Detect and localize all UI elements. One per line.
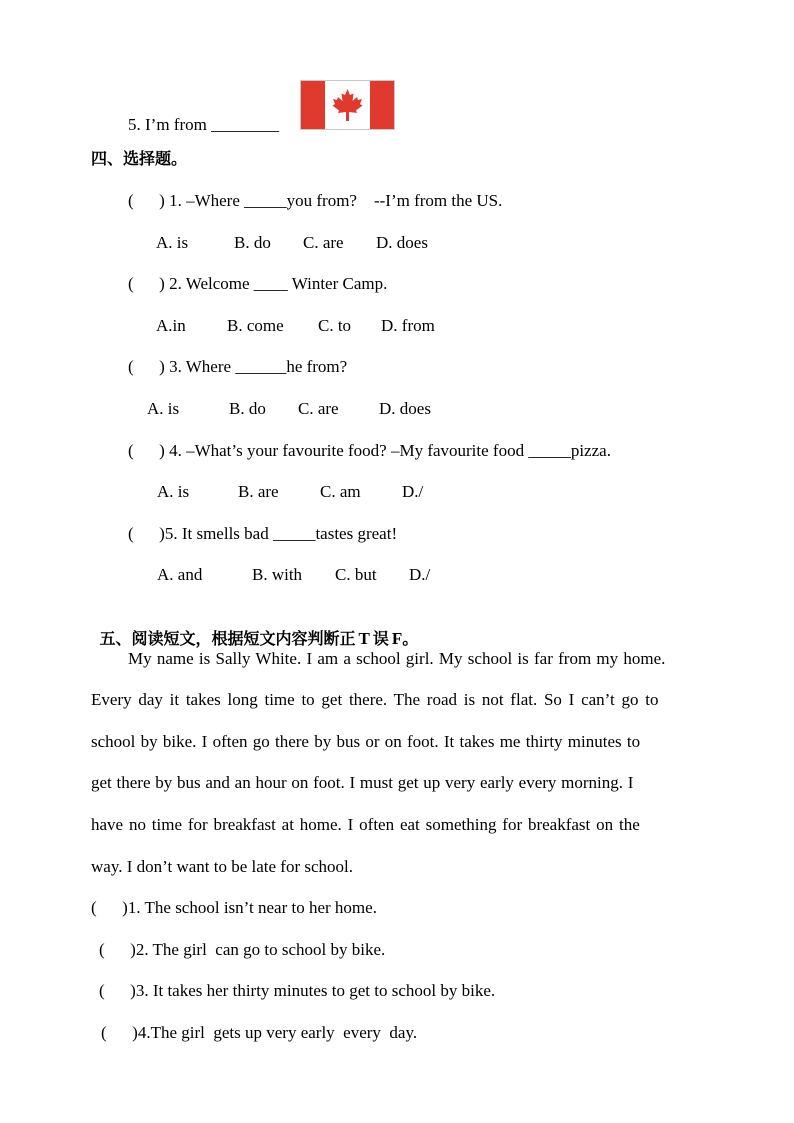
heading-t-letter: T bbox=[358, 629, 370, 648]
q5-option-c: C. but bbox=[335, 565, 377, 584]
section-4-heading: 四、选择题。 bbox=[91, 149, 188, 168]
q3-option-d: D. does bbox=[379, 399, 431, 418]
q3-option-c: C. are bbox=[298, 399, 339, 418]
passage-line-4: get there by bus and an hour on foot. I must get up very early every morning. I bbox=[91, 773, 634, 792]
mc-question-2: ( ) 2. Welcome ____ Winter Camp. bbox=[128, 274, 388, 293]
q2-option-c: C. to bbox=[318, 316, 352, 335]
mc-question-5: ( )5. It smells bad _____tastes great! bbox=[128, 524, 398, 543]
section-5-heading bbox=[91, 606, 418, 650]
heading-cn-part2: 误 bbox=[372, 629, 389, 648]
tf-statement-2: ( )2. The girl can go to school by bike. bbox=[99, 940, 386, 959]
mc-question-1: ( ) 1. –Where _____you from? --I’m from the US. bbox=[128, 191, 503, 210]
q4-option-d: D./ bbox=[402, 482, 424, 501]
passage-line-5: have no time for breakfast at home. I often eat something for breakfast on the bbox=[91, 815, 640, 834]
tf-statement-4: ( )4.The girl gets up very early every day. bbox=[101, 1023, 418, 1042]
passage-line-2: Every day it takes long time to get there. The road is not flat. So I can’t go to bbox=[91, 690, 659, 709]
q1-option-b: B. do bbox=[234, 233, 271, 252]
canada-flag-icon bbox=[300, 80, 395, 130]
q5-option-b: B. with bbox=[252, 565, 303, 584]
passage-line-6: way. I don’t want to be late for school. bbox=[91, 857, 354, 876]
heading-f-letter: F bbox=[391, 629, 403, 648]
q1-option-c: C. are bbox=[303, 233, 344, 252]
q2-option-b: B. come bbox=[227, 316, 284, 335]
q2-option-a: A.in bbox=[156, 316, 186, 335]
q3-option-b: B. do bbox=[229, 399, 266, 418]
q4-option-a: A. is bbox=[157, 482, 190, 501]
q1-option-d: D. does bbox=[376, 233, 428, 252]
question-5-from: 5. I’m from ________ bbox=[128, 115, 280, 134]
heading-cn-part1: 五、阅读短文，根据短文内容判断正 bbox=[99, 629, 356, 648]
flag-graphic bbox=[301, 81, 394, 129]
passage-line-3: school by bike. I often go there by bus or on foot. It takes me thirty minutes to bbox=[91, 732, 641, 751]
passage-line-1: My name is Sally White. I am a school girl. My school is far from my home. bbox=[128, 649, 666, 668]
mc-question-3: ( ) 3. Where ______he from? bbox=[128, 357, 348, 376]
q5-option-a: A. and bbox=[157, 565, 203, 584]
tf-statement-3: ( )3. It takes her thirty minutes to get to school by bike. bbox=[99, 981, 496, 1000]
q3-option-a: A. is bbox=[147, 399, 180, 418]
q5-option-d: D./ bbox=[409, 565, 431, 584]
tf-statement-1: ( )1. The school isn’t near to her home. bbox=[91, 898, 377, 917]
q2-option-d: D. from bbox=[381, 316, 435, 335]
mc-question-4: ( ) 4. –What’s your favourite food? –My favourite food _____pizza. bbox=[128, 441, 611, 460]
q4-option-b: B. are bbox=[238, 482, 279, 501]
q1-option-a: A. is bbox=[156, 233, 189, 252]
q4-option-c: C. am bbox=[320, 482, 361, 501]
heading-end: 。 bbox=[402, 629, 419, 648]
